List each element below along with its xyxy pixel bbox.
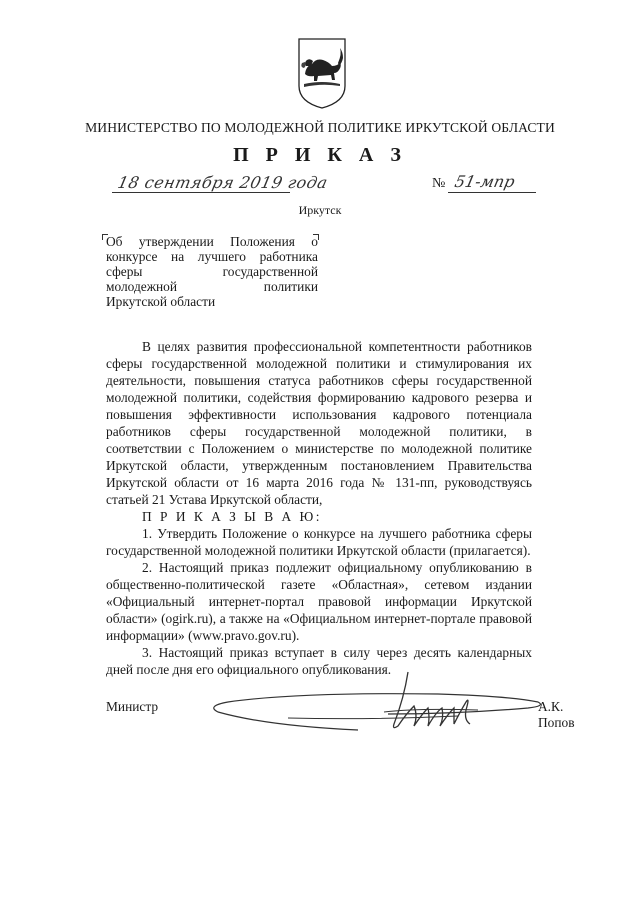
order-item-3: 3. Настоящий приказ вступает в силу через десять календарных дней после дня его официального опубликования. [106, 645, 532, 677]
date-underline [112, 192, 290, 193]
number-underline [448, 192, 536, 193]
handwritten-number: 51-мпр [452, 172, 517, 191]
city-name: Иркутск [298, 203, 342, 217]
order-item-2: 2. Настоящий приказ подлежит официальному опубликованию в общественно-политической газете «Областная», сетевом издании «Официальный интернет-портал правовой информации Иркутской области» (ogirk.ru), а также на «Официальном интернет-портале правовой информации» (www.pravo.gov.ru). [106, 560, 532, 643]
order-subject [106, 234, 318, 309]
ministry-name: МИНИСТЕРСТВО ПО МОЛОДЕЖНОЙ ПОЛИТИКЕ ИРКУТСКОЙ ОБЛАСТИ [85, 120, 555, 135]
number-sign: № [432, 176, 446, 191]
decree-heading: П Р И К А З Ы В А Ю: [142, 509, 322, 524]
handwritten-date: 18 сентября 2019 года [115, 173, 330, 192]
subject-line: сферы государственной [106, 264, 318, 279]
order-body [106, 338, 532, 678]
preamble-paragraph: В целях развития профессиональной компетентности работников сферы государственной молодежной политики и стимулирования их деятельности, повышения статуса работников сферы государственной молодежной политики, содействия формированию кадрового резерва и повышения эффективности использования кадрового потенциала работников сферы государственной молодежной политики, в соответствии с Положением о министерстве по молодежной политике Иркутской области, утвержденным постановлением Правительства Иркутской области от 16 марта 2016 года № 131-пп, руководствуясь статьей 21 Устава Иркутской области, [106, 339, 532, 507]
subject-line: Об утверждении Положения о [106, 234, 318, 249]
irkutsk-coat-of-arms-icon [296, 36, 348, 110]
subject-line: молодежной политики [106, 279, 318, 294]
order-item-1: 1. Утвердить Положение о конкурсе на лучшего работника сферы государственной молодежной политики Иркутской области (прилагается). [106, 526, 532, 558]
handwritten-signature-icon [208, 668, 548, 738]
signer-position: Министр [106, 699, 159, 714]
signer-name: А.К. Попов [538, 699, 575, 730]
subject-line: конкурсе на лучшего работника [106, 249, 318, 264]
document-type-title: П Р И К А З [233, 144, 407, 166]
subject-line: Иркутской области [106, 294, 216, 309]
